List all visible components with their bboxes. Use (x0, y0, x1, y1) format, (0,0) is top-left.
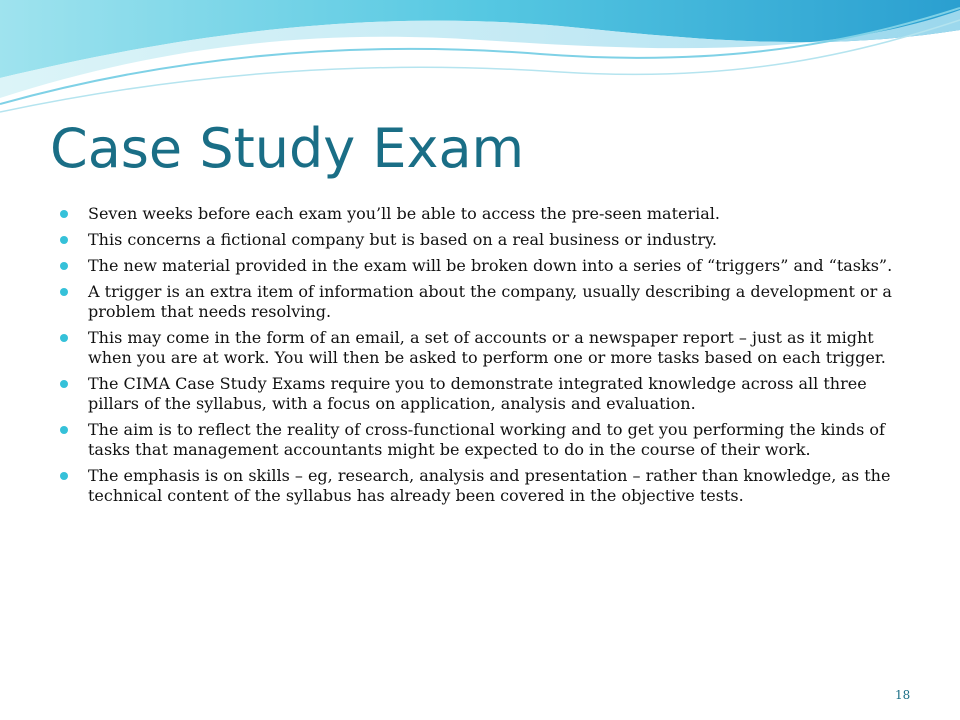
bullet-text: This may come in the form of an email, a set of accounts or a newspaper report – just as it might when you are at work. You will then be asked to perform one or more tasks based on each trigger. (88, 328, 886, 367)
bullet-item (60, 204, 910, 224)
bullet-text: The CIMA Case Study Exams require you to demonstrate integrated knowledge across all three pillars of the syllabus, with a focus on application, analysis and evaluation. (88, 374, 867, 413)
page-number: 18 (895, 688, 911, 702)
bullet-dot-icon (60, 472, 68, 480)
bullet-dot-icon (60, 334, 68, 342)
bullet-dot-icon (60, 288, 68, 296)
bullet-item (60, 374, 910, 414)
bullet-text: Seven weeks before each exam you’ll be able to access the pre-seen material. (88, 204, 720, 223)
bullet-dot-icon (60, 380, 68, 388)
bullet-dot-icon (60, 262, 68, 270)
header-wave-decoration (0, 0, 960, 130)
bullet-text: A trigger is an extra item of information about the company, usually describing a development or a problem that needs resolving. (88, 282, 892, 321)
bullet-item (60, 328, 910, 368)
bullet-text: The new material provided in the exam will be broken down into a series of “triggers” and “tasks”. (88, 256, 893, 275)
bullet-dot-icon (60, 210, 68, 218)
slide-title: Case Study Exam (50, 117, 525, 180)
bullet-item (60, 420, 910, 460)
bullet-dot-icon (60, 236, 68, 244)
bullet-item (60, 256, 910, 276)
bullet-dot-icon (60, 426, 68, 434)
bullet-item (60, 282, 910, 322)
bullet-item (60, 466, 910, 506)
bullet-item (60, 230, 910, 250)
bullet-text: The aim is to reflect the reality of cross-functional working and to get you performing the kinds of tasks that management accountants might be expected to do in the course of their work. (88, 420, 885, 459)
bullet-list (60, 204, 910, 512)
bullet-text: This concerns a fictional company but is based on a real business or industry. (88, 230, 717, 249)
bullet-text: The emphasis is on skills – eg, research, analysis and presentation – rather than knowledge, as the technical content of the syllabus has already been covered in the objective tests. (88, 466, 891, 505)
